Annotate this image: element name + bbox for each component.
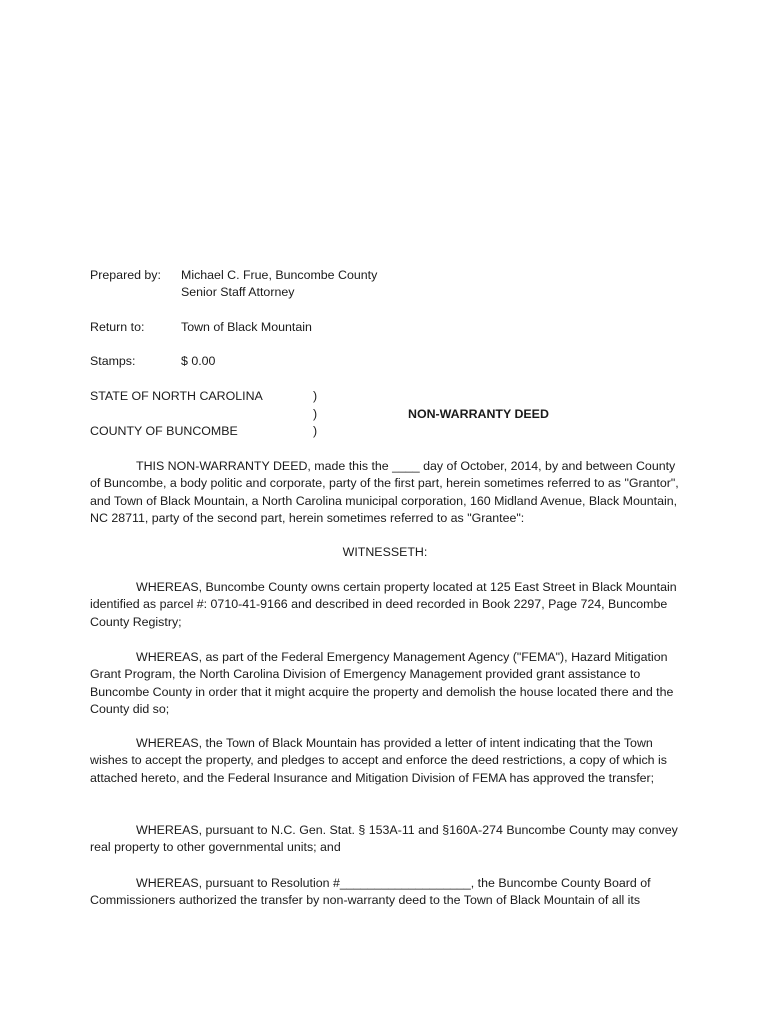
state-caption: STATE OF NORTH CAROLINA	[90, 389, 263, 403]
stamps-value: $ 0.00	[181, 354, 216, 368]
stamps-row	[90, 353, 690, 370]
caption-paren-3: )	[313, 424, 318, 438]
return-to-row	[90, 319, 690, 336]
county-caption: COUNTY OF BUNCOMBE	[90, 424, 238, 438]
whereas-paragraph-2	[90, 649, 682, 719]
caption-paren-2: )	[313, 407, 318, 421]
witnesseth-heading: WITNESSETH:	[342, 545, 428, 559]
prepared-by-value	[181, 267, 377, 302]
whereas-paragraph-3	[90, 735, 682, 787]
intro-paragraph	[90, 458, 682, 528]
prepared-by-label: Prepared by:	[90, 268, 161, 282]
prepared-by-name: Michael C. Frue, Buncombe County	[181, 268, 378, 282]
whereas-paragraph-4	[90, 822, 682, 857]
whereas-paragraph-5	[90, 875, 682, 910]
whereas-text-5: WHEREAS, pursuant to Resolution #___________________, the Buncombe County Board of Commissioners authorized the transfer by non-warranty deed to the Town of Black Mountain of all its	[90, 876, 651, 908]
whereas-text-1: WHEREAS, Buncombe County owns certain property located at 125 East Street in Black Mountain identified as parcel #: 0710-41-9166 and described in deed recorded in Book 2297, Page 724, Buncombe County Registry;	[90, 580, 677, 629]
prepared-by-title: Senior Staff Attorney	[181, 285, 295, 300]
whereas-text-4: WHEREAS, pursuant to N.C. Gen. Stat. § 153A-11 and §160A-274 Buncombe County may convey real property to other governmental units; and	[90, 823, 678, 855]
stamps-label: Stamps:	[90, 354, 136, 368]
whereas-text-3: WHEREAS, the Town of Black Mountain has provided a letter of intent indicating that the Town wishes to accept the property, and pledges to accept and enforce the deed restrictions, a copy of which is attached hereto, and the Federal Insurance and Mitigation Division of FEMA has approved the transfer;	[90, 736, 667, 785]
caption-paren-1: )	[313, 389, 318, 403]
prepared-by-row	[90, 267, 690, 302]
return-to-value: Town of Black Mountain	[181, 320, 312, 334]
whereas-paragraph-1	[90, 579, 682, 631]
intro-text: THIS NON-WARRANTY DEED, made this the ____ day of October, 2014, by and between County of Buncombe, a body politic and corporate, party of the first part, herein sometimes referred to as "Grantor", and Town of Black Mountain, a North Carolina municipal corporation, 160 Midland Avenue, Black Mountain, NC 28711, party of the second part, herein sometimes referred to as "Grantee":	[90, 459, 679, 526]
document-title: NON-WARRANTY DEED	[408, 407, 549, 421]
return-to-label: Return to:	[90, 320, 145, 334]
whereas-text-2: WHEREAS, as part of the Federal Emergency Management Agency ("FEMA"), Hazard Mitigation Grant Program, the North Carolina Division of Emergency Management provided grant assistance to Buncombe County in order that it might acquire the property and demolish the house located there and the County did so;	[90, 650, 674, 717]
